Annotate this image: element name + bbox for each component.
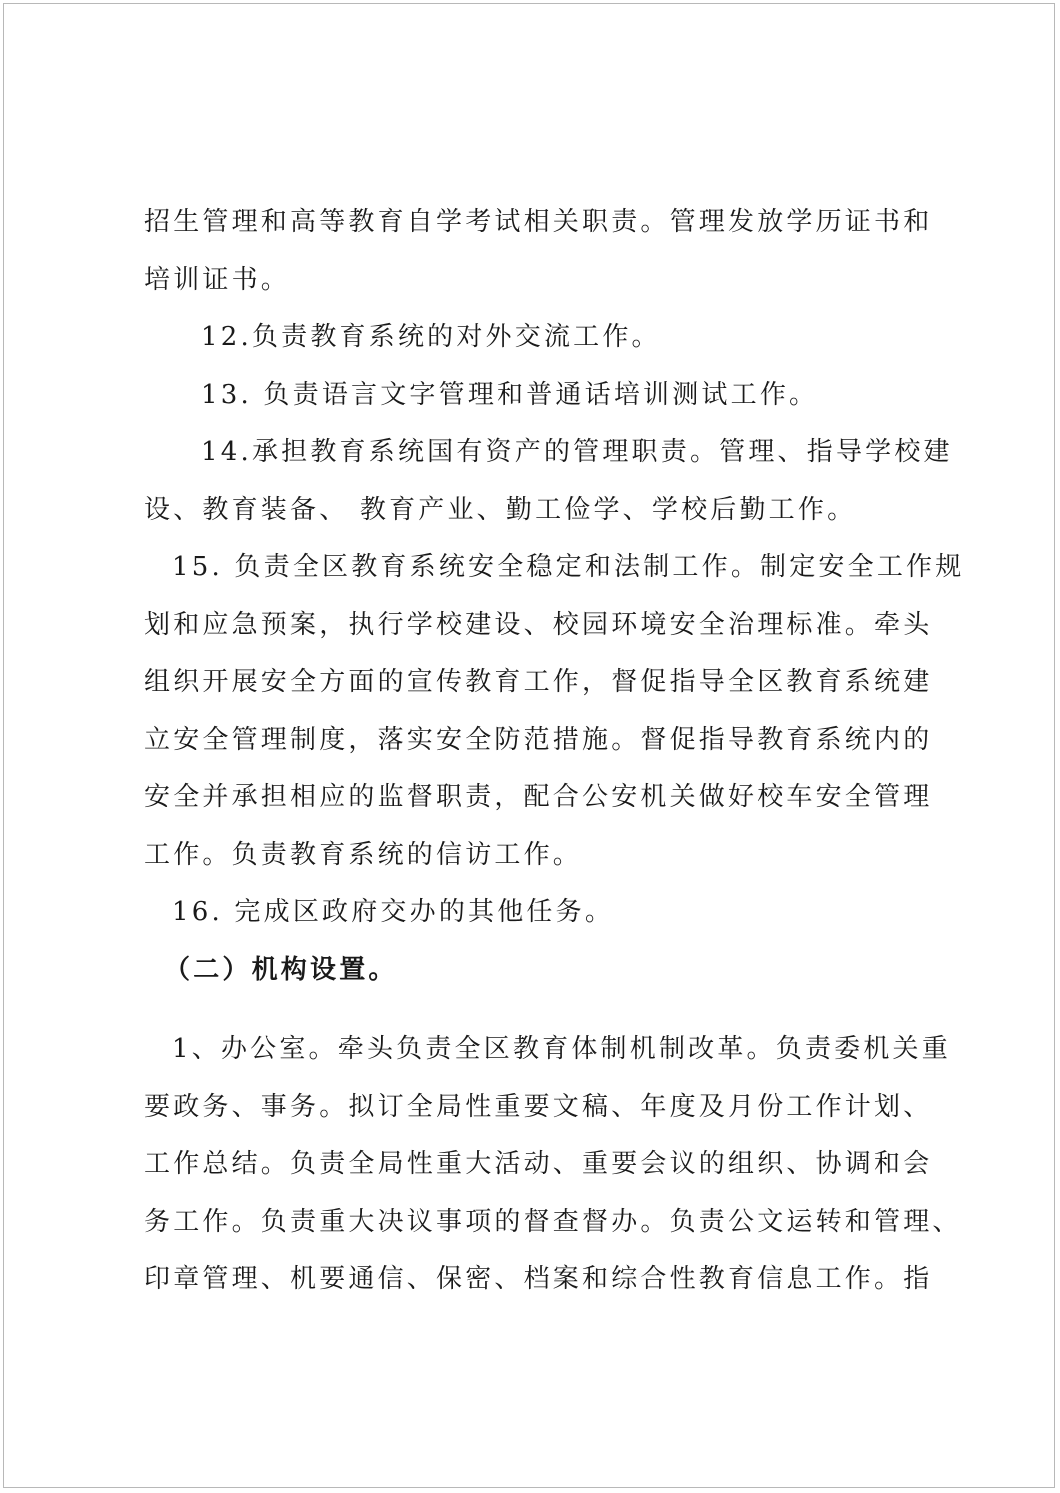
text-line: 招生管理和高等教育自学考试相关职责。管理发放学历证书和	[144, 207, 933, 237]
text-line: 组织开展安全方面的宣传教育工作，督促指导全区教育系统建	[144, 667, 933, 697]
document-page	[3, 3, 1055, 1488]
text-line: 设、教育装备、 教育产业、勤工俭学、学校后勤工作。	[144, 494, 857, 525]
list-item-16: 16. 完成区政府交办的其他任务。	[172, 897, 615, 927]
text-line: 划和应急预案，执行学校建设、校园环境安全治理标准。牵头	[144, 609, 933, 640]
text-line: 印章管理、机要通信、保密、档案和综合性教育信息工作。指	[144, 1264, 933, 1294]
text-line: 工作总结。负责全局性重大活动、重要会议的组织、协调和会	[144, 1149, 933, 1179]
list-item-office: 1、办公室。牵头负责全区教育体制机制改革。负责委机关重	[172, 1034, 951, 1064]
list-item-13: 13. 负责语言文字管理和普通话培训测试工作。	[201, 379, 819, 410]
list-item-14: 14.承担教育系统国有资产的管理职责。管理、指导学校建	[201, 437, 953, 467]
text-line: 立安全管理制度，落实安全防范措施。督促指导教育系统内的	[144, 724, 933, 755]
document-body	[144, 194, 965, 1309]
list-item-15: 15. 负责全区教育系统安全稳定和法制工作。制定安全工作规	[172, 552, 965, 582]
text-line: 培训证书。	[144, 264, 291, 295]
text-line: 安全并承担相应的监督职责，配合公安机关做好校车安全管理	[144, 782, 933, 812]
text-line: 务工作。负责重大决议事项的督查督办。负责公文运转和管理、	[144, 1206, 962, 1237]
text-line: 要政务、事务。拟订全局性重要文稿、年度及月份工作计划、	[144, 1091, 933, 1122]
section-gap	[144, 999, 954, 1021]
list-item-12: 12.负责教育系统的对外交流工作。	[201, 322, 661, 352]
text-line: 工作。负责教育系统的信访工作。	[144, 839, 583, 870]
section-heading: （二）机构设置。	[164, 954, 398, 985]
